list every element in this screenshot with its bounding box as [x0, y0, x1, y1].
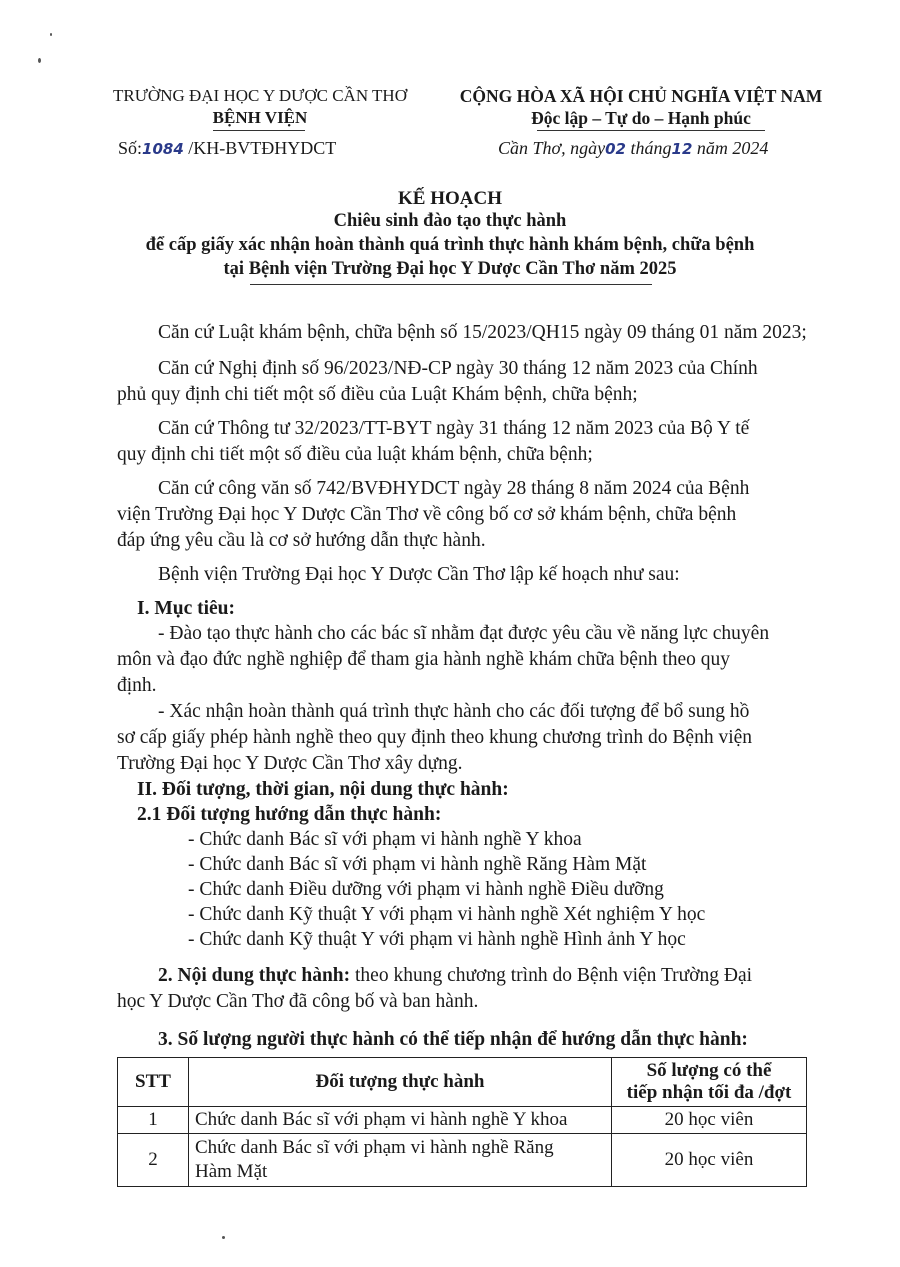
- document-number: [118, 138, 336, 159]
- table-header-row: [118, 1058, 807, 1107]
- subsection-subjects: 2.1 Đối tượng hướng dẫn thực hành:: [137, 804, 442, 825]
- title-line-1: Chiêu sinh đào tạo thực hành: [333, 211, 567, 231]
- cell-quantity: 20 học viên: [612, 1134, 807, 1187]
- practice-content-label: 2. Nội dung thực hành:: [158, 965, 351, 986]
- document-title: KẾ HOẠCH: [398, 188, 502, 209]
- basis-official-letter-line-1: Căn cứ công văn số 742/BVĐHYDCT ngày 28 tháng 8 năm 2024 của Bệnh: [158, 478, 750, 499]
- basis-decree-line-1: Căn cứ Nghị định số 96/2023/NĐ-CP ngày 30 tháng 12 năm 2023 của Chính: [158, 358, 758, 379]
- capacity-heading: 3. Số lượng người thực hành có thể tiếp nhận để hướng dẫn thực hành:: [158, 1029, 748, 1050]
- section-objectives-heading: I. Mục tiêu:: [137, 598, 236, 619]
- cell-quantity: 20 học viên: [612, 1107, 807, 1134]
- cell-subject: Chức danh Bác sĩ với phạm vi hành nghề Y khoa: [189, 1107, 612, 1134]
- cell-subject-line-1: Chức danh Bác sĩ với phạm vi hành nghề Răng: [195, 1137, 554, 1158]
- objective-2-line-1: - Xác nhận hoàn thành quá trình thực hành cho các đối tượng để bổ sung hồ: [158, 701, 750, 722]
- header-subject: Đối tượng thực hành: [189, 1058, 612, 1107]
- title-line-3: tại Bệnh viện Trường Đại học Y Dược Cần Thơ năm 2025: [223, 259, 677, 279]
- date-place: Cần Thơ, ngày: [498, 138, 606, 158]
- title-line-2: để cấp giấy xác nhận hoàn thành quá trình thực hành khám bệnh, chữa bệnh: [145, 235, 755, 255]
- subject-item: - Chức danh Bác sĩ với phạm vi hành nghề Y khoa: [188, 829, 582, 850]
- practice-content-text: theo khung chương trình do Bệnh viện Trường Đại: [350, 965, 753, 986]
- title-underline: [250, 284, 652, 285]
- table-row: [118, 1107, 807, 1134]
- basis-conclusion: Bệnh viện Trường Đại học Y Dược Cần Thơ lập kế hoạch như sau:: [158, 564, 680, 585]
- document-number-prefix: Số:: [118, 138, 143, 158]
- practice-content-line-2: học Y Dược Cần Thơ đã công bố và ban hành.: [117, 991, 479, 1012]
- header-quantity-line-2: tiếp nhận tối đa /đợt: [626, 1082, 792, 1103]
- header-quantity-line-1: Số lượng có thể: [646, 1060, 772, 1081]
- basis-circular-line-1: Căn cứ Thông tư 32/2023/TT-BYT ngày 31 tháng 12 năm 2023 của Bộ Y tế: [158, 418, 750, 439]
- subject-item: - Chức danh Bác sĩ với phạm vi hành nghề Răng Hàm Mặt: [188, 854, 647, 875]
- cell-subject: [189, 1134, 612, 1187]
- issuing-unit-underline: [213, 130, 305, 131]
- section-subjects-heading: II. Đối tượng, thời gian, nội dung thực hành:: [137, 779, 509, 800]
- issuing-organization: TRƯỜNG ĐẠI HỌC Y DƯỢC CẦN THƠ: [113, 86, 407, 105]
- document-date: [498, 138, 768, 159]
- practice-content-line-1: [158, 963, 752, 988]
- country-name: CỘNG HÒA XÃ HỘI CHỦ NGHĨA VIỆT NAM: [459, 86, 823, 106]
- cell-stt: 2: [118, 1134, 189, 1187]
- date-month-label: tháng: [630, 138, 672, 158]
- subject-item: - Chức danh Điều dưỡng với phạm vi hành nghề Điều dưỡng: [188, 879, 664, 900]
- objective-1-line-1: - Đào tạo thực hành cho các bác sĩ nhằm đạt được yêu cầu về năng lực chuyên: [158, 623, 770, 644]
- basis-official-letter-line-2: viện Trường Đại học Y Dược Cần Thơ về công bố cơ sở khám bệnh, chữa bệnh: [117, 504, 737, 525]
- cell-stt: 1: [118, 1107, 189, 1134]
- date-year: năm 2024: [696, 138, 769, 158]
- objective-2-line-2: sơ cấp giấy phép hành nghề theo quy định theo khung chương trình do Bệnh viện: [117, 727, 753, 748]
- national-motto-underline: [537, 130, 765, 131]
- date-day-handwritten: 02: [605, 140, 626, 158]
- header-quantity: [612, 1058, 807, 1107]
- basis-circular-line-2: quy định chi tiết một số điều của luật khám bệnh, chữa bệnh;: [117, 444, 593, 465]
- cell-subject-line-2: Hàm Mặt: [195, 1161, 268, 1182]
- scan-speck: [222, 1236, 225, 1239]
- subject-item: - Chức danh Kỹ thuật Y với phạm vi hành nghề Hình ảnh Y học: [188, 929, 686, 950]
- date-month-handwritten: 12: [671, 140, 693, 158]
- objective-1-line-2: môn và đạo đức nghề nghiệp để tham gia hành nghề khám chữa bệnh theo quy: [117, 649, 731, 670]
- capacity-table: [117, 1057, 807, 1187]
- objective-1-line-3: định.: [117, 675, 157, 696]
- header-stt: STT: [118, 1058, 189, 1107]
- document-number-handwritten: 1084: [142, 140, 184, 158]
- basis-decree-line-2: phủ quy định chi tiết một số điều của Luật Khám bệnh, chữa bệnh;: [117, 384, 638, 405]
- issuing-unit: BỆNH VIỆN: [212, 108, 308, 127]
- objective-2-line-3: Trường Đại học Y Dược Cần Thơ xây dựng.: [117, 753, 463, 774]
- table-row: [118, 1134, 807, 1187]
- document-number-suffix: /KH-BVTĐHYDCT: [188, 138, 337, 158]
- national-motto: Độc lập – Tự do – Hạnh phúc: [531, 108, 751, 128]
- scan-speck: [38, 58, 41, 63]
- subject-item: - Chức danh Kỹ thuật Y với phạm vi hành nghề Xét nghiệm Y học: [188, 904, 706, 925]
- basis-official-letter-line-3: đáp ứng yêu cầu là cơ sở hướng dẫn thực hành.: [117, 530, 486, 551]
- basis-law: Căn cứ Luật khám bệnh, chữa bệnh số 15/2023/QH15 ngày 09 tháng 01 năm 2023;: [158, 322, 807, 343]
- scan-speck: [50, 33, 52, 36]
